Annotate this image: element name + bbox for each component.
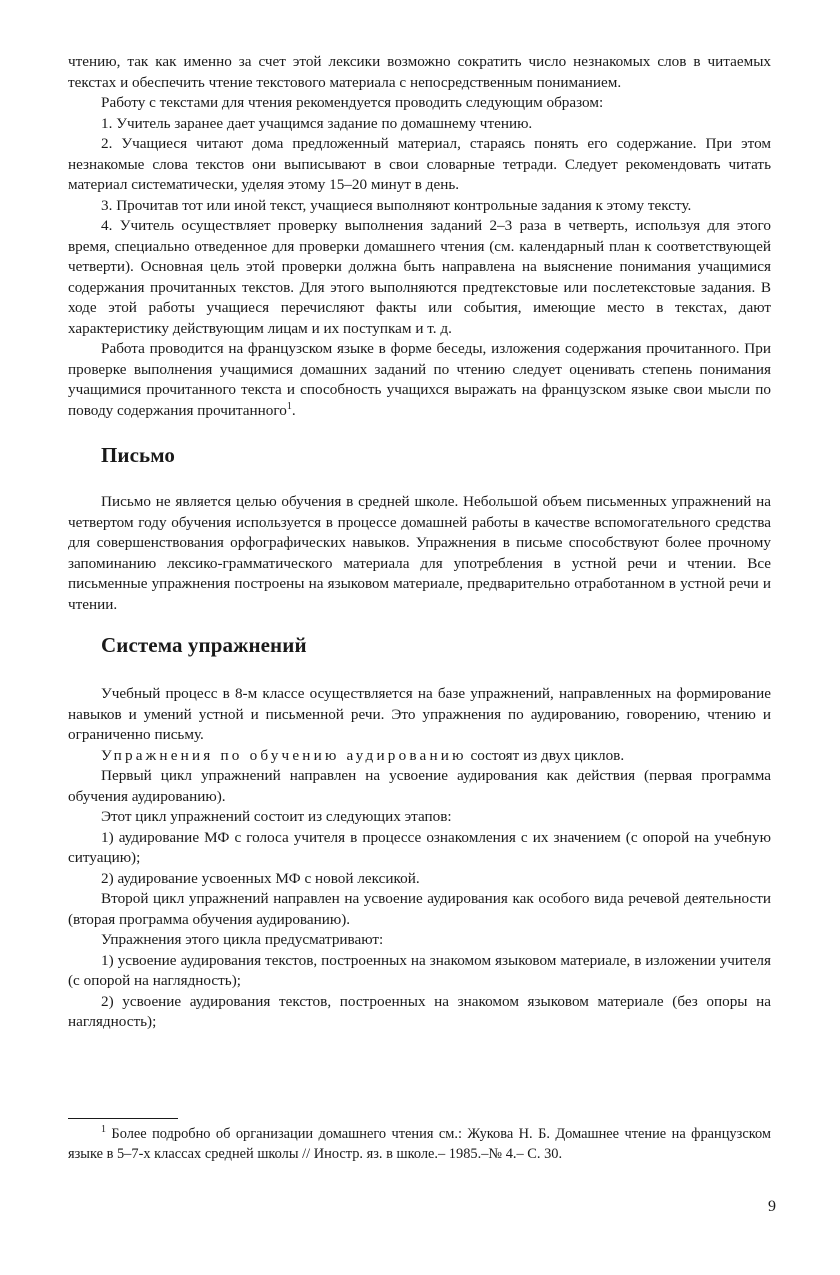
list-item: 1) аудирование МФ с голоса учителя в процессе ознакомления с их значением (с опорой на учебную ситуацию); <box>68 828 771 866</box>
paragraph: Первый цикл упражнений направлен на усвоение аудирования как действия (первая программа обучения аудированию). <box>68 767 771 805</box>
paragraph: Учебный процесс в 8-м классе осуществляется на базе упражнений, направленных на формирование навыков и умений устной и письменной речи. Это упражнения по аудированию, говорению, чтению и ограниченно письму. <box>68 685 771 743</box>
section-heading-writing: Письмо <box>101 443 175 467</box>
list-item: 2. Учащиеся читают дома предложенный материал, стараясь понять его содержание. При этом незнакомые слова текстов они выписывают в свои словарные тетради. Следует рекомендовать читать материал систематически, уделяя этому 15–20 минут в день. <box>68 135 771 193</box>
paragraph: Письмо не является целью обучения в средней школе. Небольшой объем письменных упражнений на четвертом году обучения используется в процессе домашней работы в качестве вспомогательного средства для совершенствования орфографических навыков. Упражнения в письме способствуют более прочному запоминанию лексико-грамматического материала для употребления в устной речи и чтении. Все письменные упражнения построены на языковом материале, предварительно отработанном в устной речи и чтении. <box>68 493 771 613</box>
section-heading-exercises: Система упражнений <box>101 633 307 657</box>
footnote-text <box>68 1124 771 1164</box>
paragraph-text: Работа проводится на французском языке в форме беседы, изложения содержания прочитанного. При проверке выполнения учащимися домашних заданий по чтению следует оценивать степень понимания учащимися прочитанного текста и способность учащихся выражать на французском языке свои мысли по поводу содержания прочитанного <box>68 340 771 419</box>
list-item: 1) усвоение аудирования текстов, построенных на знакомом языковом материале, в изложении учителя (с опорой на наглядность); <box>68 951 771 989</box>
list-item: 4. Учитель осуществляет проверку выполнения заданий 2–3 раза в четверть, используя для этого время, специально отведенное для проверки домашнего чтения (см. календарный план к соответствующей четверти). Основная цель этой проверки должна быть направлена на выяснение понимания учащимися содержания прочитанных текстов. Для этого выполняются предтекстовые или послетекстовые задания. В ходе этой работы учащиеся перечисляют факты или события, имеющие место в текстах, дают характеристику действующим лицам и их поступкам и т. д. <box>68 217 771 337</box>
list-item: 3. Прочитав тот или иной текст, учащиеся выполняют контрольные задания к этому тексту. <box>101 196 692 214</box>
footnote-body: Более подробно об организации домашнего чтения см.: Жукова Н. Б. Домашнее чтение на французском языке в 5–7-х классах средней школы // Иностр. яз. в школе.– 1985.–№ 4.– С. 30. <box>68 1126 771 1162</box>
list-item: 2) аудирование усвоенных МФ с новой лексикой. <box>101 869 420 887</box>
paragraph-with-footnote-ref <box>68 339 771 421</box>
main-text <box>68 52 771 1033</box>
paragraph: Упражнения этого цикла предусматривают: <box>101 931 384 948</box>
list-item: 1. Учитель заранее дает учащимся задание по домашнему чтению. <box>101 114 533 132</box>
paragraph: Этот цикл упражнений состоит из следующих этапов: <box>101 808 452 825</box>
footnote-mark: 1 <box>101 1124 106 1136</box>
paragraph: Второй цикл упражнений направлен на усвоение аудирования как особого вида речевой деятельности (вторая программа обучения аудированию). <box>68 890 771 928</box>
footnote-ref: 1 <box>286 400 292 412</box>
paragraph-tail: . <box>291 401 296 419</box>
paragraph <box>68 746 771 767</box>
paragraph: чтению, так как именно за счет этой лексики возможно сократить число незнакомых слов в читаемых текстах и обеспечить чтение текстового материала с непосредственным пониманием. <box>68 53 771 91</box>
page-number: 9 <box>768 1198 776 1215</box>
spaced-emphasis: Упражнения по обучению аудированию <box>101 746 467 764</box>
footnote-divider <box>68 1118 178 1119</box>
paragraph-tail: состоят из двух циклов. <box>466 746 625 764</box>
paragraph: Работу с текстами для чтения рекомендуется проводить следующим образом: <box>101 94 604 111</box>
footnote <box>68 1124 771 1164</box>
list-item: 2) усвоение аудирования текстов, построенных на знакомом языковом материале (без опоры на наглядность); <box>68 992 771 1030</box>
